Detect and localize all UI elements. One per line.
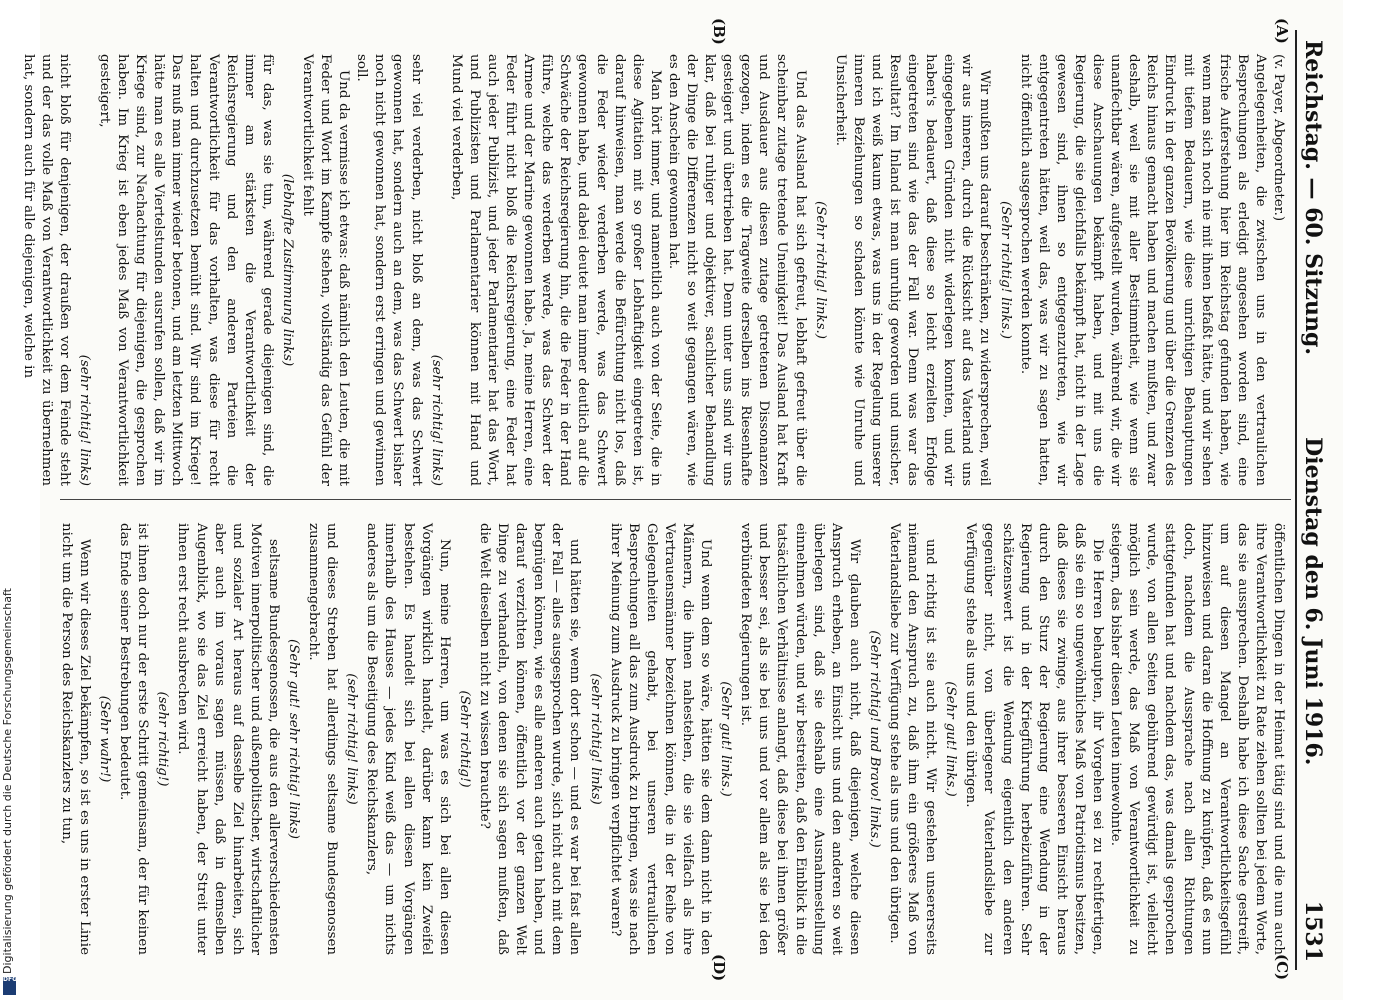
paragraph: und richtig ist sie auch nicht. Wir gestehen unsererseits niemand den Anspruch zu, daß ihm ein größeres Maß von Vaterlandsliebe zur Verfügung stehe als uns und den übrigen.: [887, 523, 939, 955]
paragraph: öffentlichen Dingen in der Heimat tätig sind und die nun auch ihre Verantwortlichkeit zu Rate ziehen sollten bei jedem Worte, das sie aussprechen. Deshalb habe ich diese Sache gestreift, um auf diesen Mangel an Verantwortlichkeitsgefühl hinzuweisen und daran die Hoffnung zu knüpfen, daß es nun doch, nachdem die Aussprache nach allen Richtungen stattgefunden hat und nachdem das, was damals gesprochen wurde, von allen Seiten gebührend gewürdigt ist, vielleicht möglich sein werde, das Maß von Verantwortlichkeit zu steigern, das bisher diesen Leuten innewohnte.: [1108, 523, 1286, 955]
interjection: (sehr richtig! links): [76, 354, 92, 486]
dfg-logo: [3, 977, 16, 995]
header-rule: [1295, 30, 1297, 970]
interjection: (sehr richtig! links): [428, 354, 444, 486]
paragraph: (v. Payer, Abgeordneter.): [1271, 54, 1286, 222]
text-column-left: [20, 54, 1287, 486]
interjection: (Sehr richtig!): [456, 690, 472, 788]
page-number: 1531: [1300, 900, 1326, 962]
paragraph: nicht bloß für denjenigen, der draußen vor dem Feinde steht und der das volle Maß von Verantwortlichkeit zu übernehmen hat, sondern auch für alle diejenigen, welche in: [20, 54, 72, 486]
page-header-title: [1299, 40, 1327, 355]
interjection: (lebhafte Zustimmung links): [279, 173, 295, 367]
interjection: (sehr richtig!): [155, 691, 171, 787]
interjection: (Sehr gut! links.): [718, 681, 734, 797]
margin-marker-a: (A): [1273, 18, 1291, 44]
margin-marker-b: (B): [710, 18, 728, 45]
header-left-text: Reichstag. — 60. Sitzung.: [1300, 40, 1326, 356]
paragraph: Wir mußten uns darauf beschränken, zu widersprechen, weil wir aus inneren, durch die Rücksicht auf das Vaterland uns eingegebenen Gründen nicht widerlegen konnten, und wir haben's bedauert, daß diese so leicht erzielten Erfolge eingetreten sind wie das der Fall war. Denn was war das Resultat? Im Inland ist man unruhig geworden und unsicher, und ich weiß kaum etwas, was uns in der Regelung unserer inneren Beziehungen so schaden könnte wie Unruhe und Unsicherheit.: [832, 54, 993, 486]
interjection: (sehr richtig! links): [587, 673, 603, 805]
paragraph: für das, was sie tun, während gerade diejenigen sind, die immer am stärksten die Verantwortlichkeit der Reichsregierung und den anderen Parteien die Verantwortlichkeit für das vorhalten, was diese für recht halten und durchzusetzen bemüht sind. Wir sind im Kriege! Das muß man immer wieder betonen, und am letzten Mittwoch hätte man es alle Viertelstunden ausrufen sollen, daß wir im Kriege sind, zur Nachachtung für diejenigen, die gesprochen haben. Im Krieg ist eben jedes Maß von Verantwortlichkeit gesteigert,: [97, 54, 275, 486]
paragraph: Nun, meine Herren, um was es sich bei allen diesen Vorgängen wirklich handelt, darüber kann kein Zweifel bestehen. Es handelt sich bei allen diesen Vorgängen innerhalb des Hauses — jedes Kind weiß das — um nichts anderes als um die Beseitigung des Reichskanzlers,: [364, 523, 452, 955]
paragraph: Wenn wir dieses Ziel bekämpfen, so ist es uns in erster Linie nicht um die Person des Reichskanzlers zu tun,: [58, 523, 92, 955]
newspaper-page: [20, 0, 1343, 1000]
paragraph: sehr viel verderben, nicht bloß an dem, was das Schwert gewonnen hat, sondern auch an dem, was das Schwert bisher noch nicht gewonnen hat, sondern erst erringen und gewinnen soll.: [354, 54, 424, 486]
paragraph: Und wenn dem so wäre, hätten sie dem dann nicht in den Männern, die ihnen nahestehen, die sie vielfach als ihre Vertrauensmänner bezeichnen können, die in der Reihe von Gelegenheiten gehabt, bei unseren vertraulichen Besprechungen all das zum Ausdruck zu bringen, was sie nach ihrer Meinung zum Ausdruck zu bringen verpflichtet waren?: [607, 523, 714, 955]
interjection: (Sehr richtig! und Bravo! links.): [866, 630, 882, 848]
paragraph: Und da vermisse ich etwas: daß nämlich den Leuten, die mit Feder und Wort im Kampfe stehen, vollständig das Gefühl der Verantwortlichkeit fehlt: [300, 54, 352, 486]
paragraph: Und das Ausland hat sich gefreut, lebhaft gefreut über die scheinbar zutage tretende Uneinigkeit! Das Ausland hat Kraft und Ausdauer aus diesen zutage getretenen Dissonanzen gezogen, indem es die Tragweite derselben ins Riesenhafte gesteigert und übertrieben hat. Denn unter uns sind wir uns klar, daß bei ruhiger und objektiver, sachlicher Behandlung der Dinge die Differenzen nicht so weit gegangen wären, wie es den Anschein gewonnen hat.: [665, 54, 808, 486]
margin-marker-d: (D): [710, 954, 728, 982]
interjection: (Sehr gut! links.): [943, 681, 959, 797]
interjection: (Sehr wahr!): [97, 695, 113, 783]
interjection: (Sehr richtig! links.): [997, 201, 1013, 339]
page-header-date: [1299, 437, 1327, 962]
text-column-right: [58, 523, 1287, 955]
column-divider: [60, 499, 1291, 500]
paragraph: Wir glauben auch nicht, daß diejenigen, welche diesen Anspruch erheben, an Einsicht uns und den anderen so weit überlegen sind, daß sie deshalb eine Ausnahmestellung einnehmen würden, und wir bestreiten, daß den Einblick in die tatsächlichen Verhältnisse anlangt, daß diese bei ihnen größer und besser sei, als sie bei uns und vor allem als sie bei den verbündeten Regierungen ist.: [738, 523, 862, 955]
credit-text: Digitalisierung gefördert durch die Deutsche Forschungsgemeinschaft: [1, 588, 14, 974]
interjection: (sehr richtig! links): [344, 673, 360, 805]
paragraph: und dieses Streben hat allerdings seltsame Bundesgenossen zusammengebracht.: [306, 523, 340, 955]
interjection: (Sehr richtig! links.): [812, 201, 828, 339]
interjection: (Sehr gut! sehr richtig! links): [286, 639, 302, 839]
paragraph: seltsame Bundesgenossen, die aus den allerverschiedensten Motiven innerpolitischer und außenpolitischer, wirtschaftlicher und sozialer Art heraus auf dasselbe Ziel hinarbeiten, sich aber auch im voraus sagen müssen, daß in demselben Augenblick, wo sie das Ziel erreicht haben, der Streit unter ihnen erst recht ausbrechen wird.: [175, 523, 281, 955]
paragraph: Die Herren behaupten, ihr Vorgehen sei zu rechtfertigen, daß sie ein so ungewöhnliches Maß von Patriotismus besitzen, daß dieses sie zwinge, aus ihrer besseren Einsicht heraus durch den Sturz der Regierung eine Wendung in der Regierung und in der Kriegführung herbeizuführen. Sehr schätzenswert ist die Wendung eigentlich den anderen gegenüber nicht, von überlegener Vaterlandsliebe zur Verfügung stehe als uns und den übrigen.: [963, 523, 1106, 955]
paragraph: ist ihnen doch nur der erste Schritt gemeinsam, der für keinen das Ende seiner Bestrebungen bedeutet.: [117, 523, 151, 955]
margin-marker-c: (C): [1273, 954, 1291, 981]
dfg-logo-text: DFG: [3, 976, 18, 983]
paragraph: und hätten sie, wenn dort schon — und es war bei fast allen der Fall — alles ausgesprochen wurde, sich nicht auch mit dem begnügen können, wie es alle anderen auch getan haben, und darauf verzichten können, öffentlich vor der ganzen Welt Dinge zu verhandeln, von denen sie sich sagen mußten, daß die Welt dieselben nicht zu wissen brauchte?: [476, 523, 583, 955]
paragraph: Angelegenheiten, die zwischen uns in den vertraulichen Besprechungen als erledigt angesehen worden sind, eine frische Auferstehung hier im Reichstag gefunden haben, wie wenn man sich noch nie mit ihnen befaßt hätte, und wir sehen mit tiefem Bedauern, wie diese unrichtigen Behauptungen Eindruck in der ganzen Bevölkerung und über die Grenzen des Reichs hinaus gemacht haben und machen mußten, und zwar deshalb, weil sie mit aller Bestimmtheit, wie wenn sie unanfechtbar wären, aufgestellt wurden, während wir, die wir diese Anschauungen bekämpft haben, und mit uns die Regierung, die sie gleichfalls bekämpft hat, nicht in der Lage gewesen sind, ihnen so entgegenzutreten, wie wir entgegentreten hätten, weil das, was wir zu sagen hatten, nicht öffentlich ausgesprochen werden konnte.: [1017, 54, 1268, 486]
digitization-credit: [0, 0, 20, 1000]
header-right-text: Dienstag den 6. Juni 1916.: [1300, 437, 1326, 766]
paragraph: Man hört immer, und namentlich auch von der Seite, die in diese Agitation mit so großer Lebhaftigkeit eingetreten ist, darauf hinweisen, man werde die Befürchtung nicht los, daß die Feder wieder verderben werde, was das Schwert gewonnen habe, und dabei deutet man immer deutlich auf die Schwäche der Reichsregierung hin, die die Feder in der Hand führe, welche das verderben werde, was das Schwert der Armee und der Marine gewonnen habe. Ja, meine Herren, eine Feder führt nicht bloß die Reichsregierung, eine Feder hat auch jeder Publizist, und jeder Parlamentarier hat das Wort, und Publizisten und Parlamentarier können mit Hand und Mund viel verderben,: [448, 54, 663, 486]
